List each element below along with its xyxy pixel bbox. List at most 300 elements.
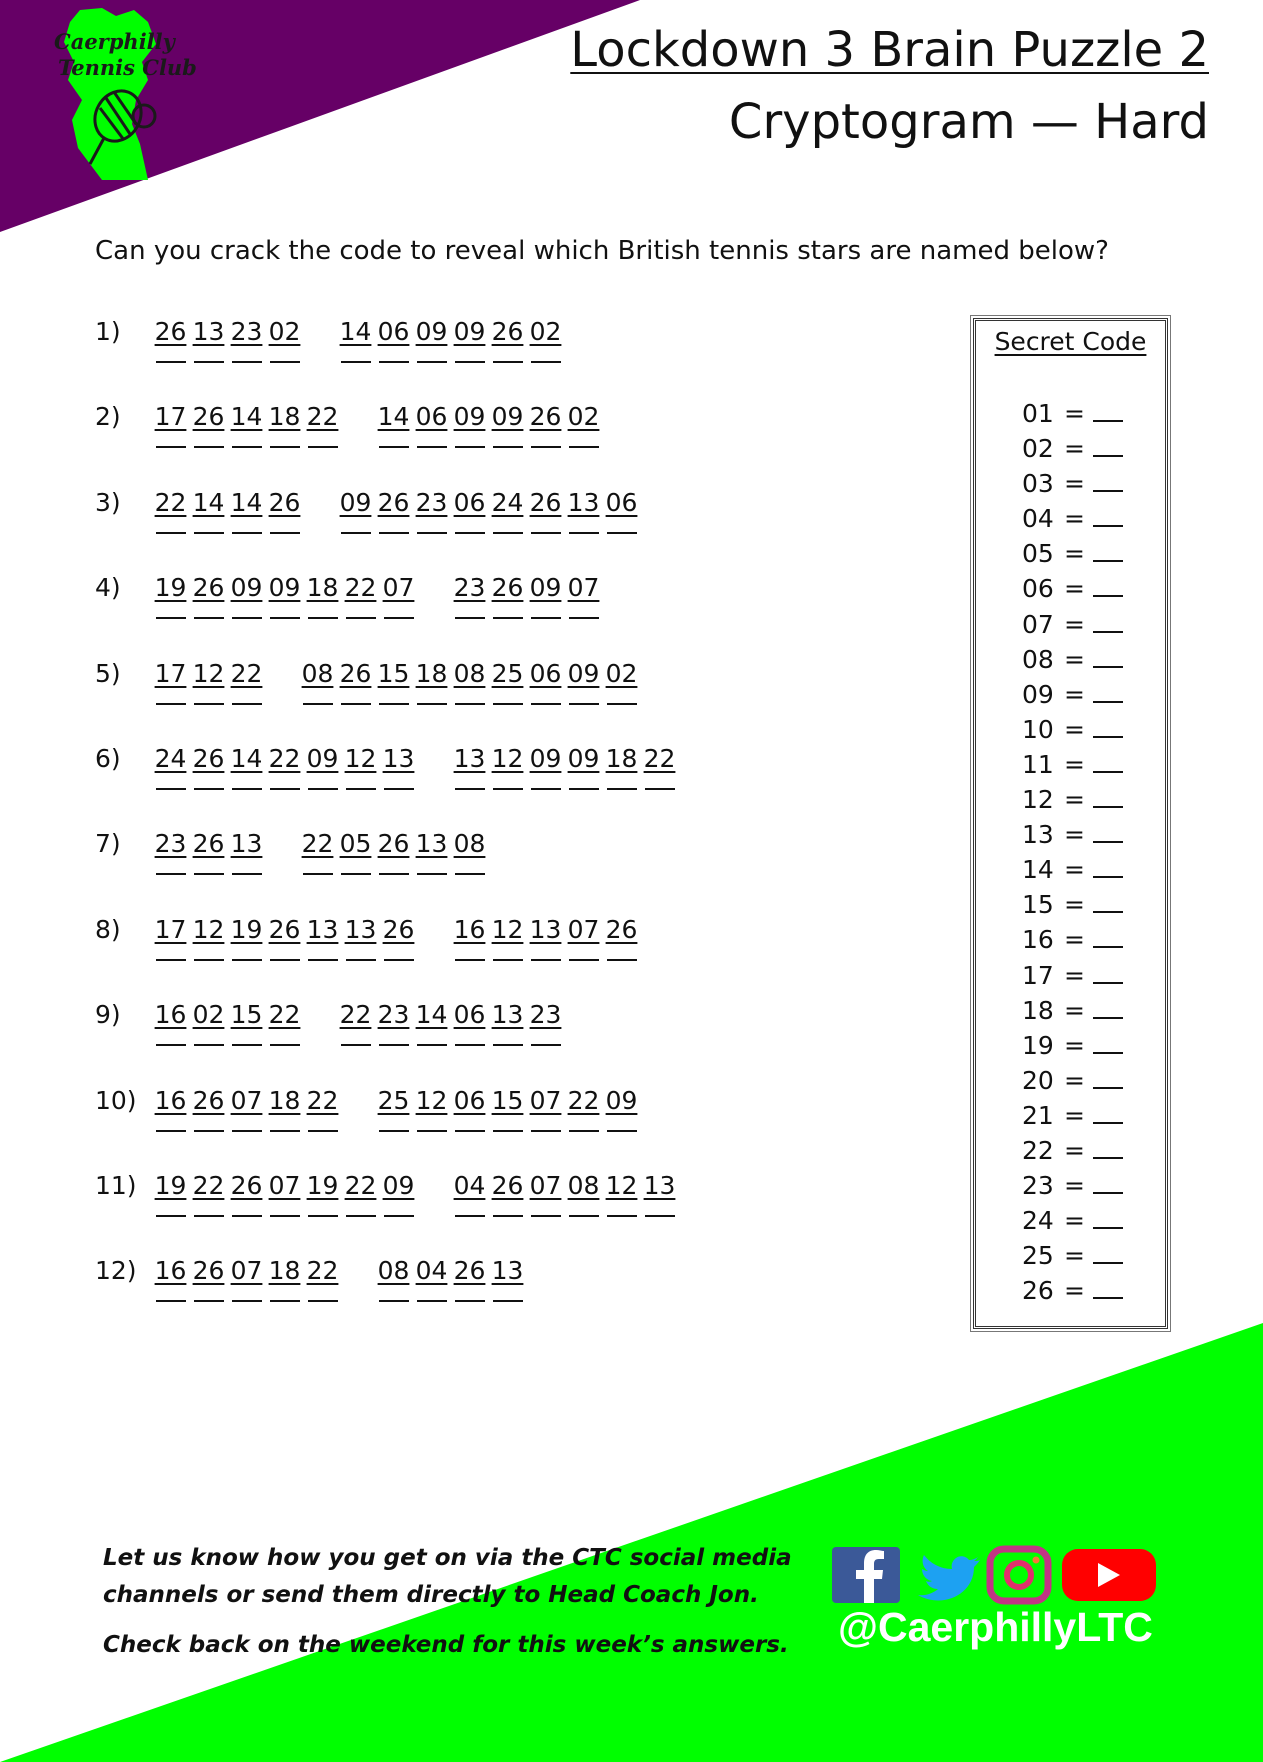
answer-blank[interactable] [493, 693, 523, 705]
answer-blank[interactable] [232, 1290, 262, 1302]
letter-cell [415, 657, 448, 705]
answer-blank[interactable] [156, 949, 186, 961]
youtube-icon[interactable] [1062, 1549, 1156, 1601]
answer-blank[interactable] [455, 351, 485, 363]
puzzle-row [95, 742, 855, 812]
letter-cell [230, 1084, 263, 1132]
answer-blank[interactable] [270, 1290, 300, 1302]
letter-code: 13 [306, 914, 339, 944]
secret-code-blank[interactable] [1093, 1104, 1123, 1124]
answer-blank[interactable] [379, 522, 409, 534]
answer-blank[interactable] [531, 436, 561, 448]
letter-code: 04 [453, 1171, 486, 1200]
letter-code: 16 [154, 1000, 187, 1030]
answer-blank[interactable] [308, 436, 338, 448]
letter-code: 07 [230, 1256, 263, 1286]
secret-code-number: 26 [1022, 1276, 1054, 1306]
letter-code: 18 [306, 573, 339, 603]
puzzle-number: 11) [95, 1171, 137, 1200]
letter-code: 26 [491, 1171, 524, 1200]
letter-code: 24 [491, 487, 524, 517]
letter-cell [306, 742, 339, 790]
answer-blank[interactable] [232, 607, 262, 619]
letter-cell [453, 827, 486, 875]
answer-blank[interactable] [232, 522, 262, 534]
secret-code-number: 13 [1022, 820, 1054, 850]
answer-blank[interactable] [194, 351, 224, 363]
answer-blank[interactable] [232, 1205, 262, 1217]
answer-blank[interactable] [270, 436, 300, 448]
answer-blank[interactable] [156, 1034, 186, 1046]
answer-blank[interactable] [232, 778, 262, 790]
answer-blank[interactable] [569, 522, 599, 534]
answer-blank[interactable] [156, 693, 186, 705]
secret-code-blank[interactable] [1093, 542, 1123, 562]
letter-code: 26 [605, 914, 638, 944]
answer-blank[interactable] [308, 1205, 338, 1217]
answer-blank[interactable] [194, 522, 224, 534]
page-subtitle: Cryptogram — Hard [728, 94, 1209, 150]
puzzle-number: 2) [95, 402, 121, 432]
instagram-icon[interactable] [990, 1549, 1048, 1601]
letter-cell [567, 486, 600, 534]
answer-blank[interactable] [493, 1120, 523, 1132]
answer-blank[interactable] [379, 351, 409, 363]
letter-cell [306, 1084, 339, 1132]
secret-code-row [1022, 574, 1123, 609]
answer-blank[interactable] [194, 1034, 224, 1046]
answer-blank[interactable] [384, 607, 414, 619]
answer-blank[interactable] [156, 351, 186, 363]
answer-blank[interactable] [455, 607, 485, 619]
puzzle-words [154, 486, 638, 534]
puzzle-row [95, 1254, 855, 1324]
equals-sign: = [1064, 609, 1085, 639]
secret-code-blank[interactable] [1093, 683, 1123, 703]
answer-blank[interactable] [455, 1120, 485, 1132]
letter-cell [192, 400, 225, 448]
puzzle-row [95, 571, 855, 641]
secret-code-blank[interactable] [1093, 648, 1123, 668]
instructions: Can you crack the code to reveal which British tennis stars are named below? [95, 236, 1109, 266]
answer-blank[interactable] [607, 949, 637, 961]
answer-blank[interactable] [531, 351, 561, 363]
letter-cell [268, 571, 301, 619]
answer-blank[interactable] [379, 436, 409, 448]
answer-blank[interactable] [194, 863, 224, 875]
letter-cell [192, 486, 225, 534]
letter-cell [268, 1169, 301, 1217]
answer-blank[interactable] [493, 1205, 523, 1217]
answer-blank[interactable] [455, 436, 485, 448]
puzzle-row [95, 998, 855, 1068]
answer-blank[interactable] [569, 693, 599, 705]
answer-blank[interactable] [270, 1205, 300, 1217]
secret-code-blank[interactable] [1093, 1209, 1123, 1229]
answer-blank[interactable] [417, 522, 447, 534]
answer-blank[interactable] [379, 1290, 409, 1302]
secret-code-blank[interactable] [1093, 928, 1123, 948]
letter-cell [339, 486, 372, 534]
secret-code-blank[interactable] [1093, 893, 1123, 913]
secret-code-number: 23 [1022, 1171, 1054, 1201]
letter-code: 16 [453, 914, 486, 944]
letter-code: 12 [491, 744, 524, 773]
answer-blank[interactable] [569, 436, 599, 448]
secret-code-blank[interactable] [1093, 402, 1123, 422]
letter-code: 12 [415, 1085, 448, 1115]
twitter-icon[interactable] [918, 1555, 980, 1600]
letter-code: 09 [230, 573, 263, 603]
letter-code: 13 [453, 744, 486, 773]
letter-cell [529, 1169, 562, 1217]
answer-blank[interactable] [303, 693, 333, 705]
answer-blank[interactable] [531, 1120, 561, 1132]
answer-blank[interactable] [232, 436, 262, 448]
letter-cell [377, 657, 410, 705]
secret-code-blank[interactable] [1093, 1139, 1123, 1159]
secret-code-blank[interactable] [1093, 823, 1123, 843]
secret-code-blank[interactable] [1093, 577, 1123, 597]
answer-blank[interactable] [531, 778, 561, 790]
letter-code: 09 [567, 658, 600, 688]
letter-cell [344, 571, 377, 619]
answer-blank[interactable] [270, 949, 300, 961]
answer-blank[interactable] [194, 1290, 224, 1302]
facebook-icon[interactable] [832, 1547, 900, 1603]
equals-sign: = [1064, 1030, 1085, 1060]
letter-cell [377, 486, 410, 534]
answer-blank[interactable] [270, 607, 300, 619]
letter-cell [377, 1084, 410, 1132]
letter-code: 14 [377, 402, 410, 432]
answer-blank[interactable] [346, 1205, 376, 1217]
social-icons [830, 1545, 1160, 1605]
secret-code-blank[interactable] [1093, 718, 1123, 738]
letter-cell [268, 742, 301, 790]
answer-blank[interactable] [607, 778, 637, 790]
letter-cell [268, 400, 301, 448]
letter-code: 26 [192, 573, 225, 603]
answer-blank[interactable] [493, 351, 523, 363]
answer-blank[interactable] [455, 1034, 485, 1046]
puzzle-number: 5) [95, 658, 121, 688]
letter-cell [154, 998, 187, 1046]
secret-code-row [1022, 925, 1123, 960]
letter-cell [605, 486, 638, 534]
footer-line-1: Let us know how you get on via the CTC social media [103, 1545, 792, 1571]
letter-code: 09 [382, 1171, 415, 1200]
secret-code-number: 16 [1022, 925, 1054, 955]
answer-blank[interactable] [303, 863, 333, 875]
answer-blank[interactable] [232, 1120, 262, 1132]
answer-blank[interactable] [156, 1290, 186, 1302]
answer-blank[interactable] [493, 949, 523, 961]
letter-cell [339, 315, 372, 363]
secret-code-number: 19 [1022, 1030, 1054, 1060]
answer-blank[interactable] [194, 1120, 224, 1132]
puzzle-row [95, 400, 855, 470]
answer-blank[interactable] [455, 863, 485, 875]
letter-code: 19 [154, 573, 187, 603]
letter-code: 09 [453, 317, 486, 346]
answer-blank[interactable] [194, 607, 224, 619]
answer-blank[interactable] [455, 949, 485, 961]
answer-blank[interactable] [308, 1120, 338, 1132]
letter-code: 07 [567, 573, 600, 603]
answer-blank[interactable] [607, 1120, 637, 1132]
letter-code: 26 [491, 573, 524, 603]
letter-code: 14 [415, 1000, 448, 1030]
secret-code-title: Secret Code [994, 327, 1147, 356]
letter-cell [306, 1169, 339, 1217]
equals-sign: = [1064, 1276, 1085, 1306]
answer-blank[interactable] [531, 607, 561, 619]
answer-blank[interactable] [417, 436, 447, 448]
answer-blank[interactable] [156, 863, 186, 875]
letter-cell [192, 657, 225, 705]
letter-code: 26 [529, 487, 562, 517]
answer-blank[interactable] [493, 522, 523, 534]
letter-cell [268, 913, 301, 961]
letter-code: 15 [230, 1000, 263, 1030]
answer-blank[interactable] [455, 778, 485, 790]
letter-cell [529, 486, 562, 534]
answer-blank[interactable] [493, 778, 523, 790]
answer-blank[interactable] [156, 522, 186, 534]
answer-blank[interactable] [569, 778, 599, 790]
secret-code-blank[interactable] [1093, 753, 1123, 773]
puzzle-words [154, 400, 600, 448]
secret-code-row [1022, 750, 1123, 785]
equals-sign: = [1064, 469, 1085, 499]
letter-cell [491, 486, 524, 534]
letter-code: 14 [230, 402, 263, 432]
secret-code-row [1022, 434, 1123, 469]
answer-blank[interactable] [232, 863, 262, 875]
secret-code-blank[interactable] [1093, 964, 1123, 984]
answer-blank[interactable] [417, 1290, 447, 1302]
answer-blank[interactable] [417, 351, 447, 363]
letter-code: 09 [453, 402, 486, 432]
letter-code: 13 [643, 1171, 676, 1200]
puzzle-number: 9) [95, 1000, 121, 1030]
secret-code-blank[interactable] [1093, 613, 1123, 633]
secret-code-blank[interactable] [1093, 472, 1123, 492]
answer-blank[interactable] [607, 1205, 637, 1217]
answer-blank[interactable] [455, 1205, 485, 1217]
letter-cell [605, 1169, 638, 1217]
secret-code-blank[interactable] [1093, 507, 1123, 527]
letter-cell [268, 1254, 301, 1302]
answer-blank[interactable] [417, 693, 447, 705]
letter-cell [306, 1254, 339, 1302]
answer-blank[interactable] [493, 607, 523, 619]
secret-code-number: 04 [1022, 504, 1054, 534]
answer-blank[interactable] [569, 607, 599, 619]
secret-code-blank[interactable] [1093, 788, 1123, 808]
answer-blank[interactable] [645, 1205, 675, 1217]
answer-blank[interactable] [194, 778, 224, 790]
letter-cell [192, 1254, 225, 1302]
answer-blank[interactable] [346, 778, 376, 790]
letter-code: 15 [377, 658, 410, 688]
answer-blank[interactable] [493, 436, 523, 448]
secret-code-row [1022, 785, 1123, 820]
green-corner-triangle [0, 1323, 1263, 1762]
answer-blank[interactable] [346, 949, 376, 961]
secret-code-blank[interactable] [1093, 1279, 1123, 1299]
answer-blank[interactable] [346, 607, 376, 619]
answer-blank[interactable] [531, 949, 561, 961]
answer-blank[interactable] [607, 522, 637, 534]
letter-cell [301, 827, 334, 875]
secret-code-row [1022, 1276, 1123, 1311]
equals-sign: = [1064, 574, 1085, 604]
letter-cell [154, 1084, 187, 1132]
answer-blank[interactable] [156, 607, 186, 619]
letter-code: 23 [154, 829, 187, 859]
letter-code: 02 [268, 317, 301, 346]
letter-cell [154, 315, 187, 363]
letter-code: 19 [230, 914, 263, 944]
secret-code-blank[interactable] [1093, 1069, 1123, 1089]
answer-blank[interactable] [569, 949, 599, 961]
letter-cell [567, 657, 600, 705]
answer-blank[interactable] [270, 1034, 300, 1046]
answer-blank[interactable] [232, 693, 262, 705]
equals-sign: = [1064, 714, 1085, 744]
letter-cell [605, 657, 638, 705]
letter-cell [230, 657, 263, 705]
answer-blank[interactable] [493, 1290, 523, 1302]
letter-code: 22 [643, 744, 676, 773]
letter-cell [491, 1254, 524, 1302]
answer-blank[interactable] [493, 1034, 523, 1046]
answer-blank[interactable] [531, 693, 561, 705]
answer-blank[interactable] [384, 1205, 414, 1217]
letter-code: 22 [154, 487, 187, 517]
letter-code: 17 [154, 658, 187, 688]
puzzle-word [453, 913, 638, 961]
answer-blank[interactable] [308, 607, 338, 619]
answer-blank[interactable] [156, 1205, 186, 1217]
letter-code: 13 [230, 829, 263, 859]
letter-cell [230, 315, 263, 363]
answer-blank[interactable] [384, 949, 414, 961]
letter-cell [339, 657, 372, 705]
secret-code-number: 05 [1022, 539, 1054, 569]
letter-code: 13 [567, 487, 600, 517]
letter-code: 18 [605, 744, 638, 773]
answer-blank[interactable] [194, 949, 224, 961]
answer-blank[interactable] [194, 693, 224, 705]
answer-blank[interactable] [156, 436, 186, 448]
answer-blank[interactable] [341, 693, 371, 705]
letter-cell [453, 1254, 486, 1302]
answer-blank[interactable] [379, 1120, 409, 1132]
answer-blank[interactable] [531, 522, 561, 534]
answer-blank[interactable] [341, 1034, 371, 1046]
letter-code: 15 [491, 1085, 524, 1115]
letter-cell [415, 315, 448, 363]
answer-blank[interactable] [379, 693, 409, 705]
secret-code-blank[interactable] [1093, 1244, 1123, 1264]
secret-code-blank[interactable] [1093, 999, 1123, 1019]
secret-code-row [1022, 996, 1123, 1031]
puzzle-row [95, 486, 855, 556]
answer-blank[interactable] [417, 1120, 447, 1132]
letter-cell [605, 742, 638, 790]
answer-blank[interactable] [232, 351, 262, 363]
letter-code: 07 [268, 1171, 301, 1200]
letter-cell [567, 913, 600, 961]
letter-cell [230, 913, 263, 961]
letter-code: 13 [344, 914, 377, 944]
answer-blank[interactable] [270, 778, 300, 790]
answer-blank[interactable] [232, 949, 262, 961]
answer-blank[interactable] [569, 1120, 599, 1132]
letter-cell [268, 486, 301, 534]
secret-code-blank[interactable] [1093, 1174, 1123, 1194]
secret-code-blank[interactable] [1093, 437, 1123, 457]
answer-blank[interactable] [531, 1034, 561, 1046]
answer-blank[interactable] [531, 1205, 561, 1217]
answer-blank[interactable] [308, 949, 338, 961]
letter-cell [301, 657, 334, 705]
answer-blank[interactable] [341, 522, 371, 534]
answer-blank[interactable] [270, 1120, 300, 1132]
answer-blank[interactable] [308, 778, 338, 790]
letter-code: 26 [529, 402, 562, 432]
answer-blank[interactable] [455, 522, 485, 534]
answer-blank[interactable] [270, 351, 300, 363]
answer-blank[interactable] [379, 1034, 409, 1046]
answer-blank[interactable] [308, 1290, 338, 1302]
answer-blank[interactable] [455, 1290, 485, 1302]
letter-code: 22 [344, 573, 377, 603]
letter-cell [529, 998, 562, 1046]
answer-blank[interactable] [455, 693, 485, 705]
letter-cell [344, 1169, 377, 1217]
page-title: Lockdown 3 Brain Puzzle 2 [570, 22, 1209, 78]
secret-code-blank[interactable] [1093, 1034, 1123, 1054]
secret-code-blank[interactable] [1093, 858, 1123, 878]
secret-code-row [1022, 504, 1123, 539]
answer-blank[interactable] [341, 863, 371, 875]
answer-blank[interactable] [270, 522, 300, 534]
answer-blank[interactable] [607, 693, 637, 705]
answer-blank[interactable] [194, 1205, 224, 1217]
letter-cell [529, 400, 562, 448]
answer-blank[interactable] [417, 1034, 447, 1046]
answer-blank[interactable] [156, 778, 186, 790]
answer-blank[interactable] [569, 1205, 599, 1217]
letter-code: 22 [344, 1171, 377, 1200]
letter-code: 23 [415, 487, 448, 517]
answer-blank[interactable] [417, 863, 447, 875]
letter-cell [643, 1169, 676, 1217]
answer-blank[interactable] [194, 436, 224, 448]
answer-blank[interactable] [232, 1034, 262, 1046]
answer-blank[interactable] [156, 1120, 186, 1132]
answer-blank[interactable] [379, 863, 409, 875]
answer-blank[interactable] [341, 351, 371, 363]
answer-blank[interactable] [384, 778, 414, 790]
letter-cell [453, 998, 486, 1046]
letter-code: 09 [268, 573, 301, 603]
answer-blank[interactable] [645, 778, 675, 790]
